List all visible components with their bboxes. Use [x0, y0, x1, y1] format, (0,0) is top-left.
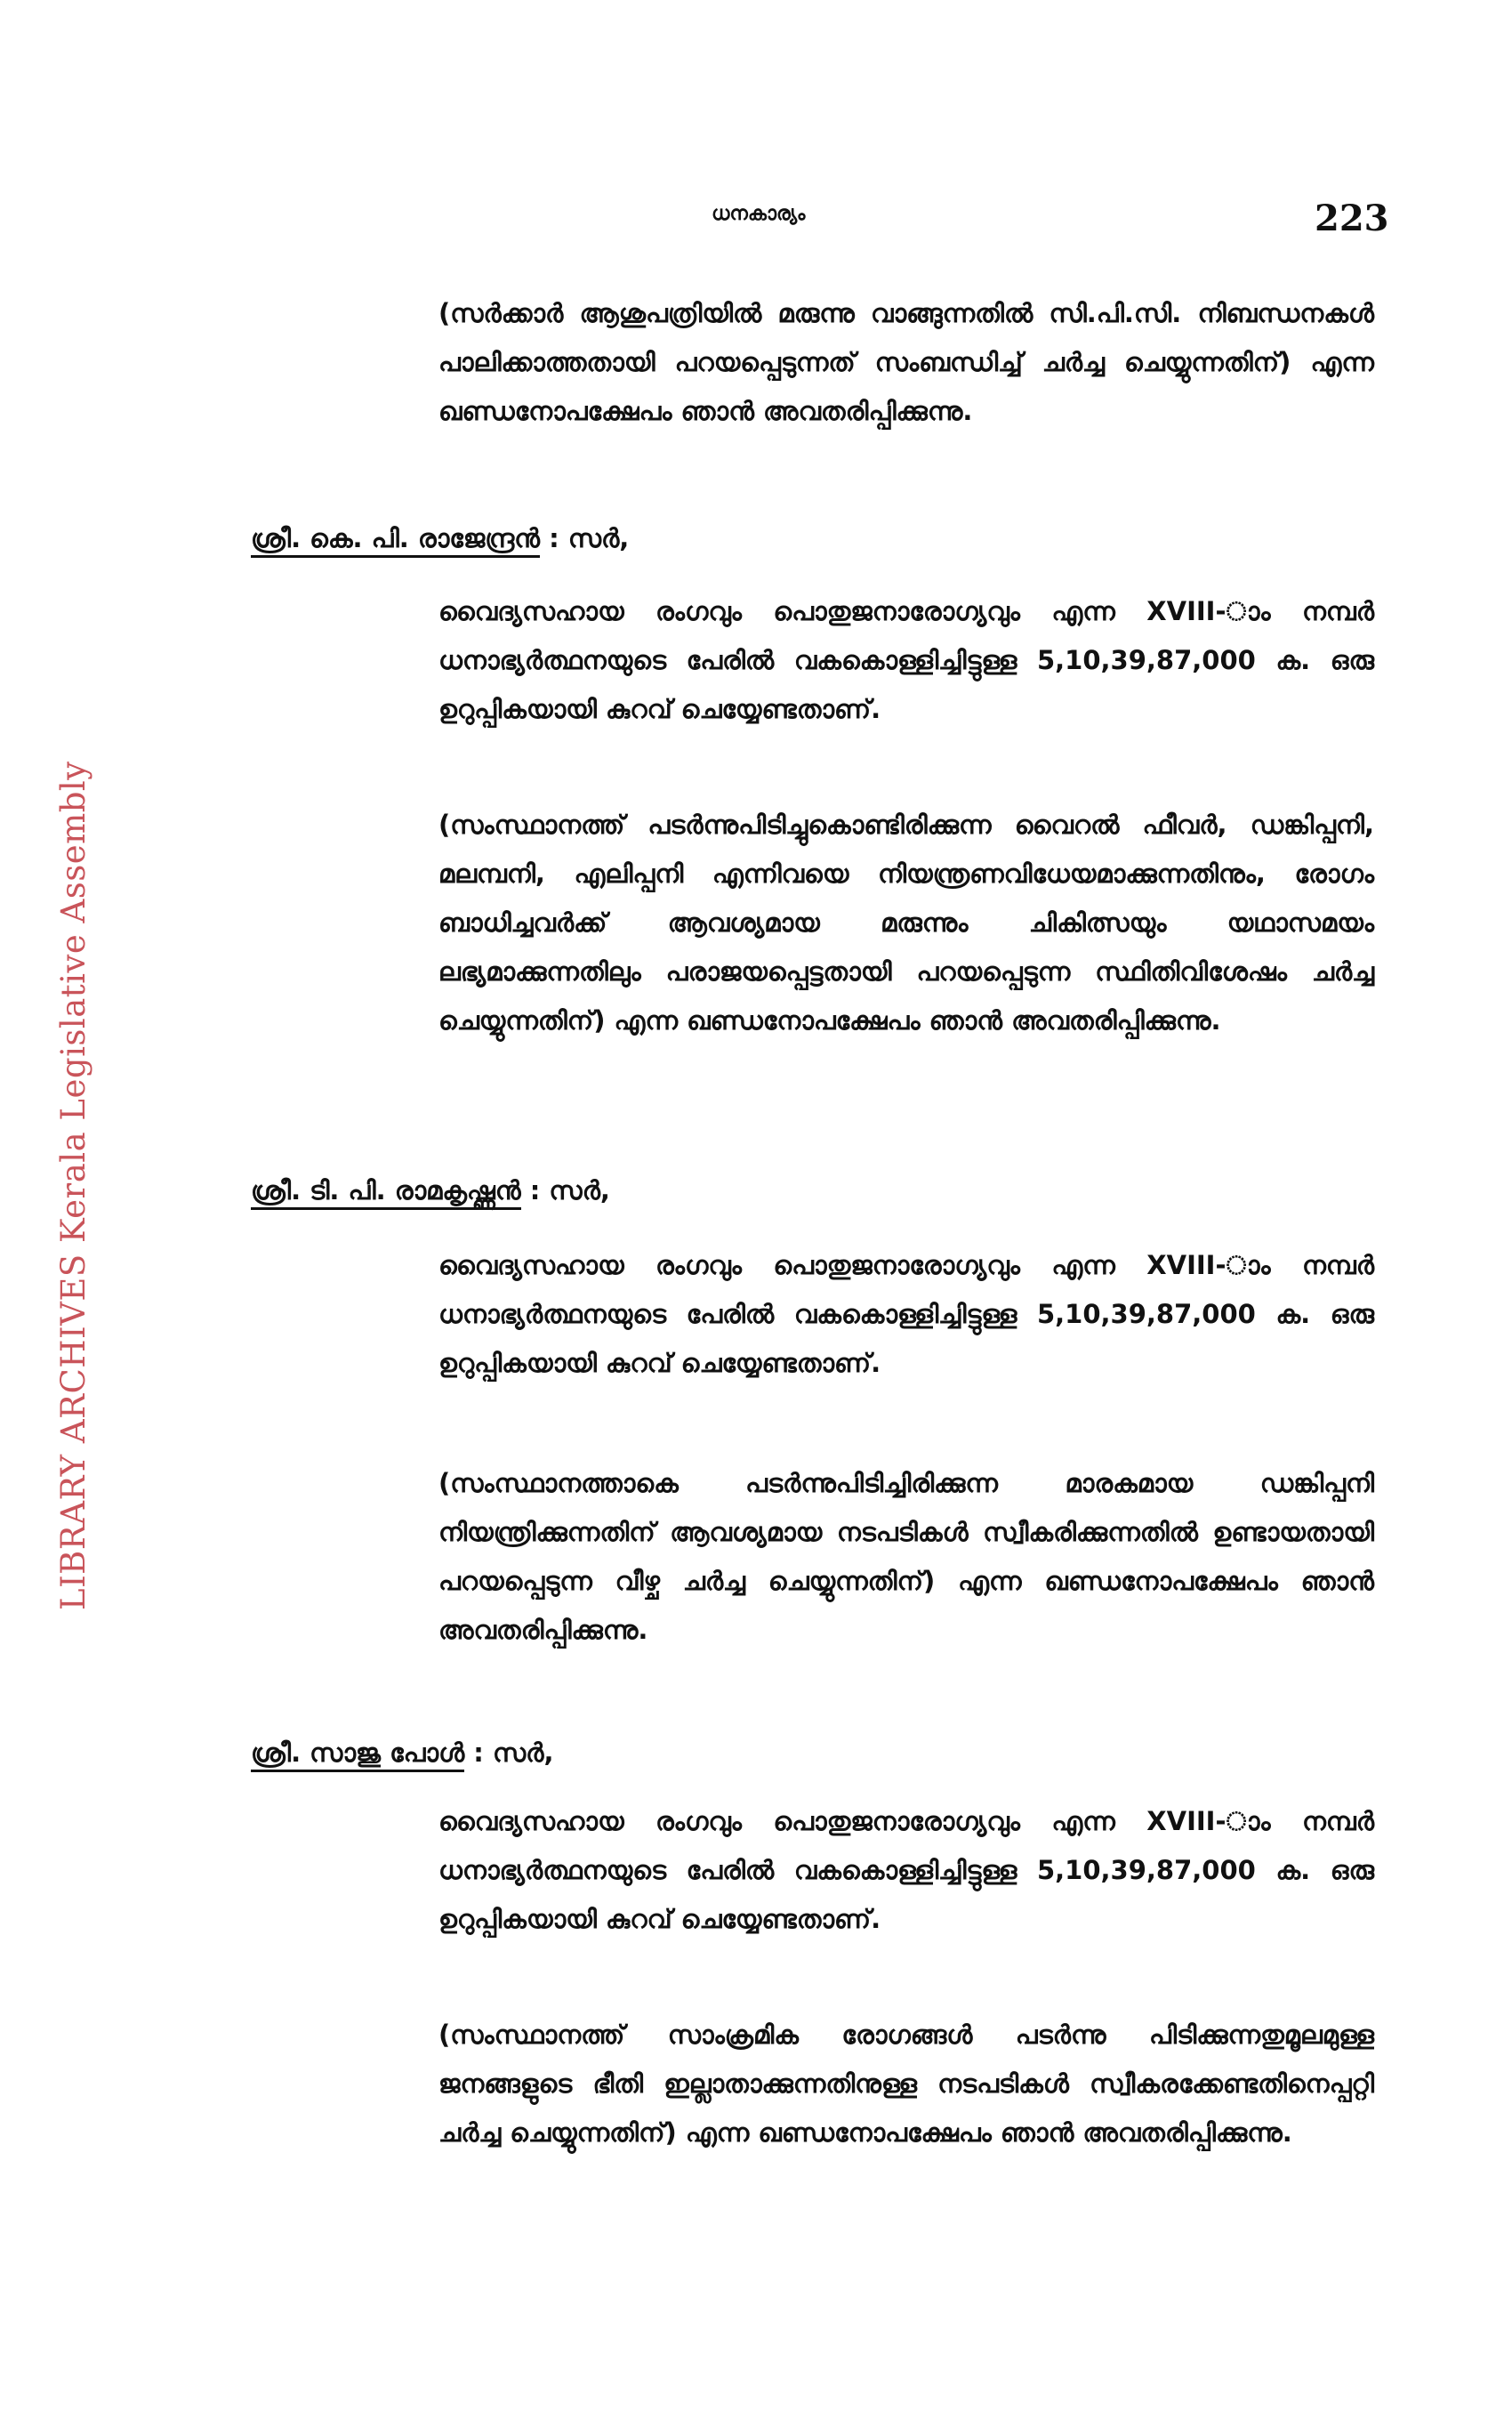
running-title: ധനകാര്യം — [712, 203, 806, 225]
speaker-name: ശ്രീ. ടി. പി. രാമകൃഷ്ണൻ — [251, 1175, 521, 1210]
reason-paragraph: (സംസ്ഥാനത്താകെ പടർന്നുപിടിച്ചിരിക്കുന്ന മാരകമായ ഡങ്കിപ്പനി നിയന്ത്രിക്കുന്നതിന് ആവശ്യമായ നടപടികൾ സ്വീകരിക്കുന്നതിൽ ഉണ്ടായതായി പറയപ്പെടുന്ന വീഴ്ച ചർച്ച ചെയ്യുന്നതിന്) എന്ന ഖണ്ഡനോപക്ഷേപം ഞാൻ അവതരിപ്പിക്കുന്നു. — [438, 1468, 1374, 1645]
speaker-address: : സർ, — [529, 1175, 610, 1205]
reason-paragraph: (സംസ്ഥാനത്ത് പടർന്നുപിടിച്ചുകൊണ്ടിരിക്കുന്ന വൈറൽ ഫീവർ, ഡങ്കിപ്പനി, മലമ്പനി, എലിപ്പനി എന്നിവയെ നിയന്ത്രണവിധേയമാക്കുന്നതിനും, രോഗം ബാധിച്ചവർക്ക് ആവശ്യമായ മരുന്നും ചികിത്സയും യഥാസമയം ലഭ്യമാക്കുന്നതിലും പരാജയപ്പെട്ടതായി പറയപ്പെടുന്ന സ്ഥിതിവിശേഷം ചർച്ച ചെയ്യുന്നതിന്) എന്ന ഖണ്ഡനോപക്ഷേപം ഞാൻ അവതരിപ്പിക്കുന്നു. — [438, 810, 1374, 1036]
page-number: 223 — [1315, 198, 1389, 239]
motion-paragraph: വൈദ്യസഹായ രംഗവും പൊതുജനാരോഗ്യവും എന്ന XVIII-ാം നമ്പർ ധനാഭ്യർത്ഥനയുടെ പേരിൽ വകകൊള്ളിച്ചിട്ടുള്ള 5,10,39,87,000 ക. ഒരു ഉറുപ്പികയായി കുറവ് ചെയ്യേണ്ടതാണ്. — [438, 1806, 1374, 1934]
speaker-line — [251, 516, 629, 560]
speaker-address: : സർ, — [549, 523, 630, 553]
speaker-line — [251, 1168, 610, 1213]
reason-paragraph: (സംസ്ഥാനത്ത് സാംക്രമിക രോഗങ്ങൾ പടർന്നു പിടിക്കുന്നതുമൂലമുള്ള ജനങ്ങളുടെ ഭീതി ഇല്ലാതാക്കുന്നതിനുള്ള നടപടികൾ സ്വീകരക്കേണ്ടതിനെപ്പറ്റി ചർച്ച ചെയ്യുന്നതിന്) എന്ന ഖണ്ഡനോപക്ഷേപം ഞാൻ അവതരിപ്പിക്കുന്നു. — [438, 2020, 1374, 2148]
speaker-name: ശ്രീ. സാജു പോൾ — [251, 1738, 464, 1772]
speaker-address: : സർ, — [473, 1738, 554, 1768]
speaker-line — [251, 1730, 554, 1775]
motion-paragraph: വൈദ്യസഹായ രംഗവും പൊതുജനാരോഗ്യവും എന്ന XVIII-ാം നമ്പർ ധനാഭ്യർത്ഥനയുടെ പേരിൽ വകകൊള്ളിച്ചിട്ടുള്ള 5,10,39,87,000 ക. ഒരു ഉറുപ്പികയായി കുറവ് ചെയ്യേണ്ടതാണ്. — [438, 1250, 1374, 1378]
intro-paragraph: (സർക്കാർ ആശുപത്രിയിൽ മരുന്നു വാങ്ങുന്നതിൽ സി.പി.സി. നിബന്ധനകൾ പാലിക്കാത്തതായി പറയപ്പെടുന്നത് സംബന്ധിച്ച് ചർച്ച ചെയ്യുന്നതിന്) എന്ന ഖണ്ഡനോപക്ഷേപം ഞാൻ അവതരിപ്പിക്കുന്നു. — [438, 298, 1374, 426]
library-archives-stamp: LIBRARY ARCHIVES Kerala Legislative Assembly — [54, 761, 92, 1610]
motion-paragraph: വൈദ്യസഹായ രംഗവും പൊതുജനാരോഗ്യവും എന്ന XVIII-ാം നമ്പർ ധനാഭ്യർത്ഥനയുടെ പേരിൽ വകകൊള്ളിച്ചിട്ടുള്ള 5,10,39,87,000 ക. ഒരു ഉറുപ്പികയായി കുറവ് ചെയ്യേണ്ടതാണ്. — [438, 596, 1374, 724]
speaker-name: ശ്രീ. കെ. പി. രാജേന്ദ്രൻ — [251, 523, 540, 558]
